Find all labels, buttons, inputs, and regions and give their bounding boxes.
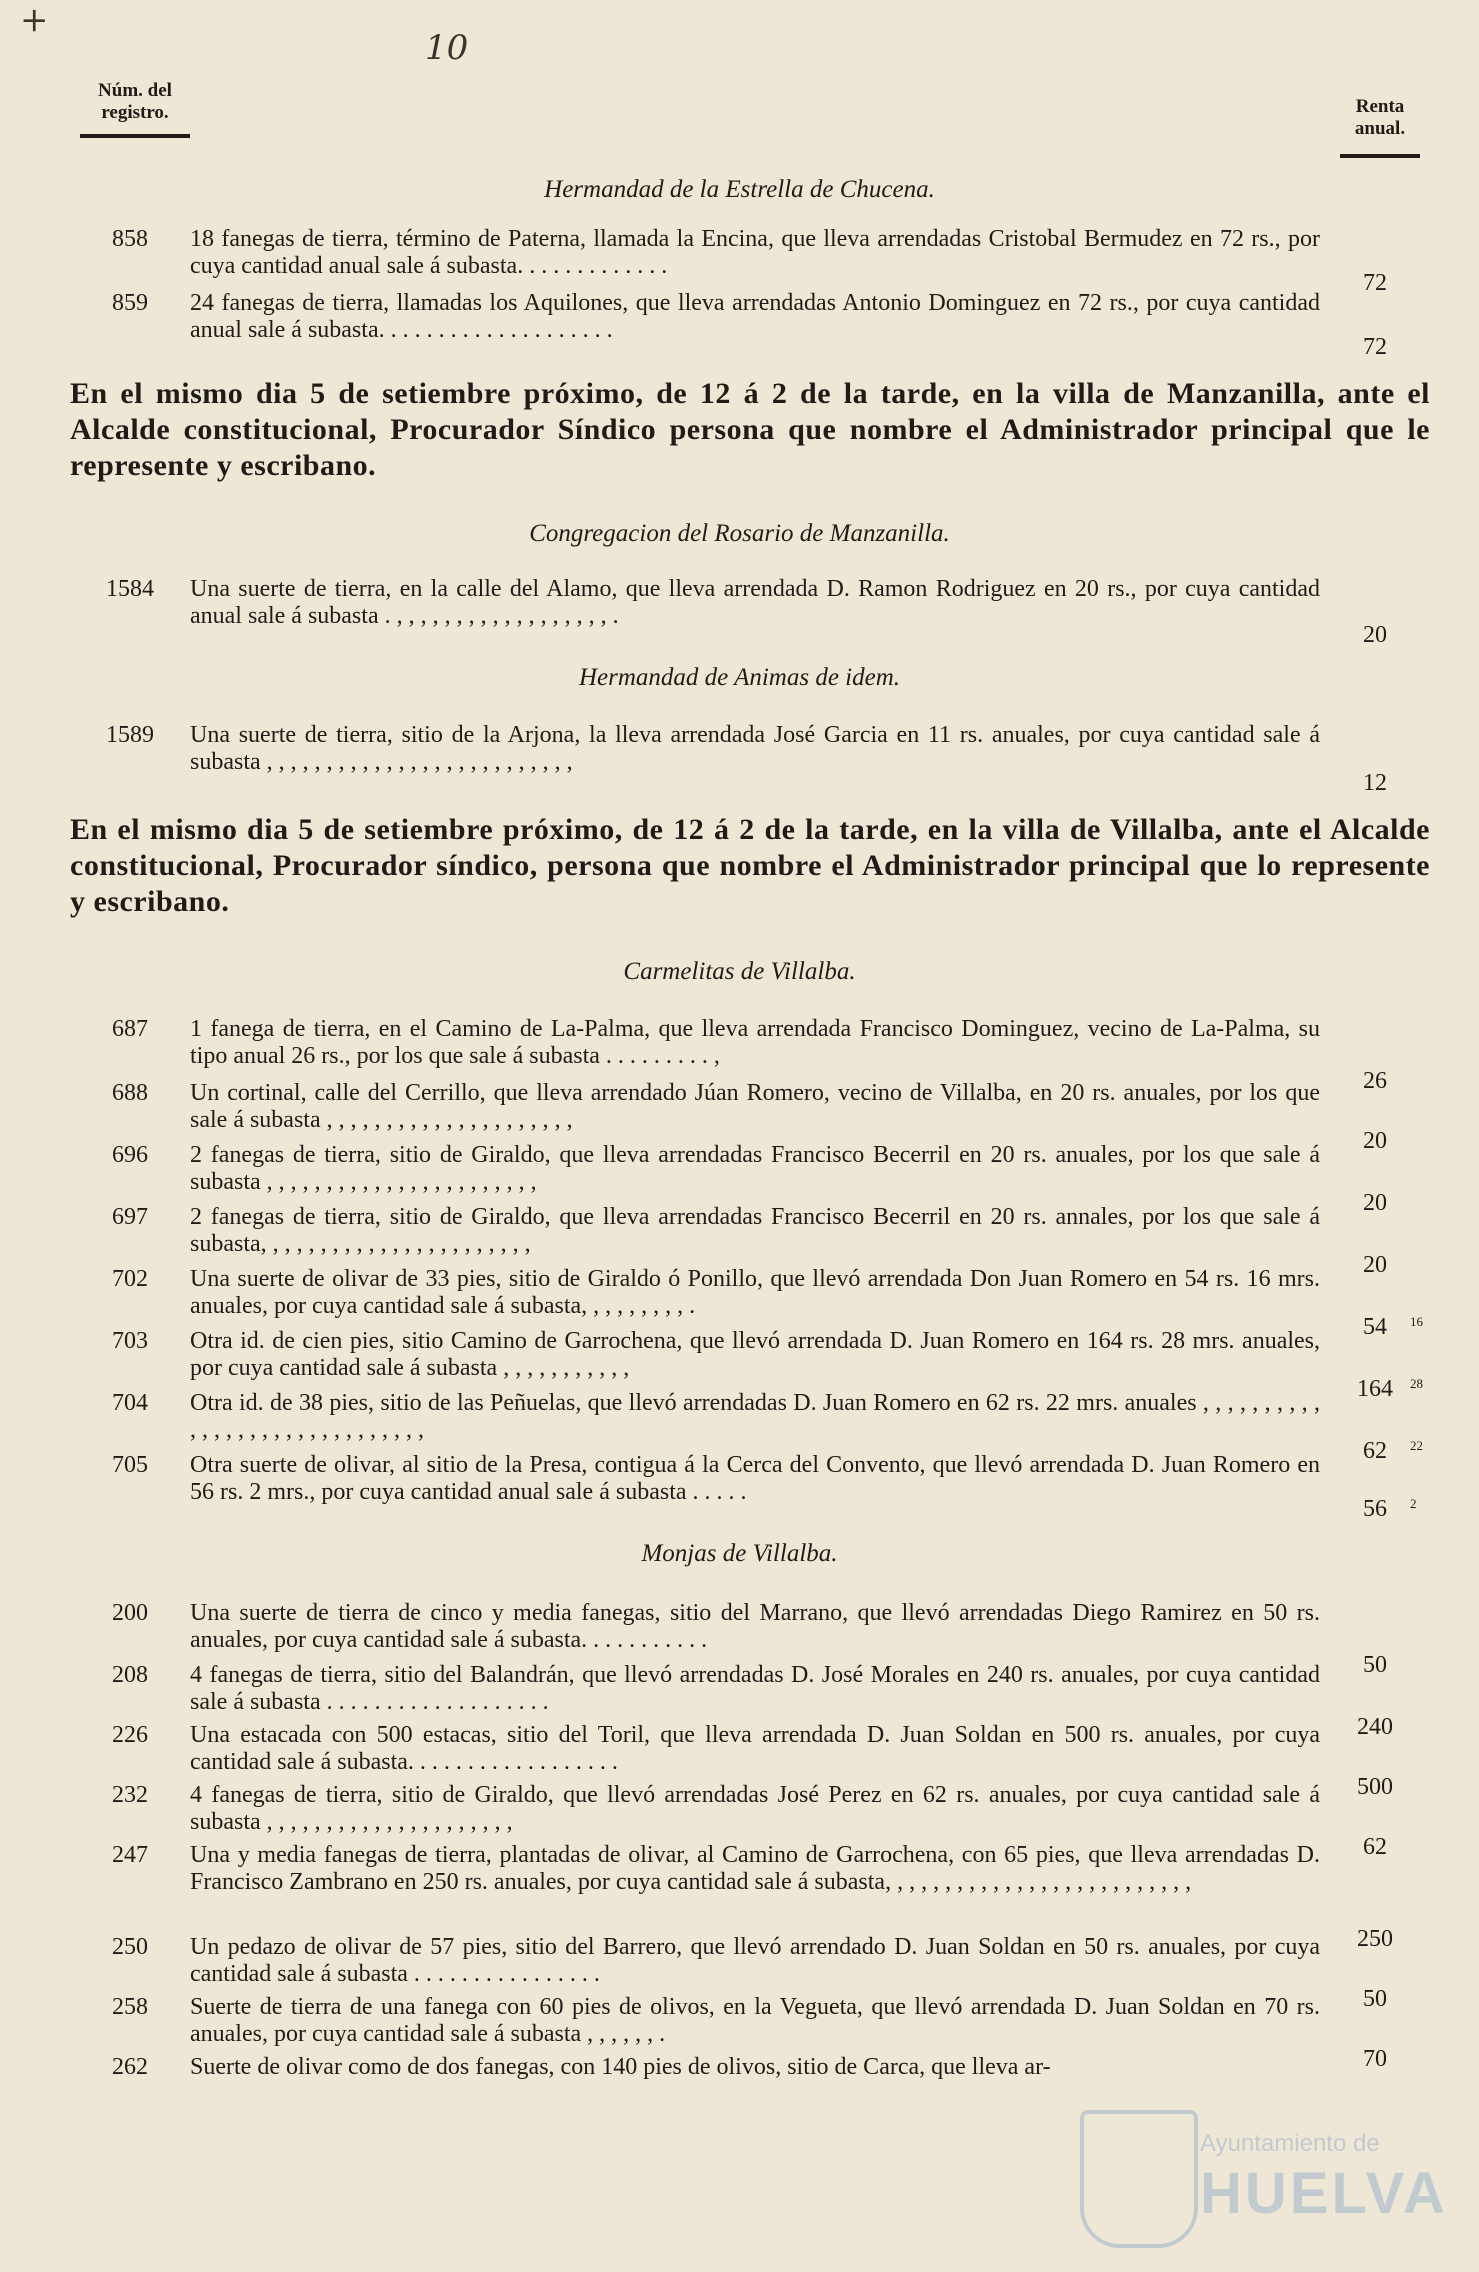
entry-amount-mrs: 28 [1410, 1376, 1423, 1391]
entry-amount: 26 [1363, 1068, 1387, 1094]
entry-amount: 500 [1357, 1774, 1393, 1800]
entry-text: Una suerte de tierra de cinco y media fanegas, sitio del Marrano, que llevó arrendadas Diego Ramirez en 50 rs. anuales, por cuya cantidad sale á subasta. . . . . . . . . . . [190, 1600, 1320, 1653]
entry-text: 4 fanegas de tierra, sitio del Balandrán, que llevó arrendadas D. José Morales en 240 rs. anuales, por cuya cantidad sale á subasta . . . . . . . . . . . . . . . . . . . [190, 1662, 1320, 1715]
announcement-manzanilla: En el mismo dia 5 de setiembre próximo, de 12 á 2 de la tarde, en la villa de Manzanilla, ante el Alcalde constitucional, Procurador Síndico persona que nombre el Administrador principal que le represente y escribano. [70, 377, 1430, 482]
section-title-estrella-chucena: Hermandad de la Estrella de Chucena. [544, 176, 935, 203]
registry-number: 687 [112, 1016, 148, 1042]
coat-of-arms-icon [1080, 2110, 1198, 2248]
page-number: 10 [425, 28, 469, 68]
section-title-monjas: Monjas de Villalba. [641, 1540, 838, 1567]
entry-text: Una suerte de tierra, sitio de la Arjona, la lleva arrendada José Garcia en 11 rs. anuales, por cuya cantidad sale á subasta , , , , , , , , , , , , , , , , , , , , , , , , , , [190, 722, 1320, 775]
registry-number: 688 [112, 1080, 148, 1106]
entry-amount: 20 [1363, 1190, 1387, 1216]
header-renta-line2: anual. [1354, 118, 1406, 139]
header-registro-line1: Núm. del [98, 80, 172, 101]
entry-text: Una y media fanegas de tierra, plantadas de olivar, al Camino de Garrochena, con 65 pies, que lleva arrendadas D. Francisco Zambrano en 250 rs. anuales, por cuya cantidad sale á subasta, , , , , , , , , , , , , , , , , , , , , , , , , , [190, 1842, 1320, 1895]
entry-amount: 50 [1363, 1986, 1387, 2012]
entry-amount: 62 [1363, 1834, 1387, 1860]
registry-number: 697 [112, 1204, 148, 1230]
entry-text: Otra suerte de olivar, al sitio de la Presa, contigua á la Cerca del Convento, que llevó arrendada D. Juan Romero en 56 rs. 2 mrs., por cuya cantidad anual sale á subasta . . . . . [190, 1452, 1320, 1505]
registry-number: 704 [112, 1390, 148, 1416]
registry-number: 858 [112, 226, 148, 252]
entry-amount: 20 [1363, 622, 1387, 648]
entry-amount: 72 [1363, 334, 1387, 360]
entry-amount: 50 [1363, 1652, 1387, 1678]
registry-number: 250 [112, 1934, 148, 1960]
header-registro-rule [80, 134, 190, 138]
entry-text: 2 fanegas de tierra, sitio de Giraldo, que lleva arrendadas Francisco Becerril en 20 rs. anuales, por los que sale á subasta , , , , , , , , , , , , , , , , , , , , , , , [190, 1142, 1320, 1195]
entry-amount: 54 [1363, 1314, 1387, 1340]
registry-number: 262 [112, 2054, 148, 2080]
entry-text: Otra id. de cien pies, sitio Camino de Garrochena, que llevó arrendada D. Juan Romero en 164 rs. 28 mrs. anuales, por cuya cantidad sale á subasta , , , , , , , , , , , [190, 1328, 1320, 1381]
registry-number: 1584 [106, 576, 154, 602]
entry-text: Un cortinal, calle del Cerrillo, que lleva arrendado Júan Romero, vecino de Villalba, en 20 rs. anuales, por los que sale á subasta , , , , , , , , , , , , , , , , , , , , , [190, 1080, 1320, 1133]
registry-number: 859 [112, 290, 148, 316]
registry-number: 258 [112, 1994, 148, 2020]
registry-number: 705 [112, 1452, 148, 1478]
header-renta-rule [1340, 154, 1420, 158]
registry-number: 226 [112, 1722, 148, 1748]
entry-text: Una estacada con 500 estacas, sitio del Toril, que lleva arrendada D. Juan Soldan en 500 rs. anuales, por cuya cantidad sale á subasta. . . . . . . . . . . . . . . . . . [190, 1722, 1320, 1775]
announcement-villalba: En el mismo dia 5 de setiembre próximo, de 12 á 2 de la tarde, en la villa de Villalba, ante el Alcalde constitucional, Procurador síndico, persona que nombre el Administrador principal que lo represente y escribano. [70, 813, 1430, 918]
entry-text: 2 fanegas de tierra, sitio de Giraldo, que lleva arrendadas Francisco Becerril en 20 rs. annales, por los que sale á subasta, , , , , , , , , , , , , , , , , , , , , , , [190, 1204, 1320, 1257]
entry-amount: 62 [1363, 1438, 1387, 1464]
registry-number: 1589 [106, 722, 154, 748]
entry-amount: 72 [1363, 270, 1387, 296]
corner-mark: + [20, 0, 49, 40]
header-registro [70, 80, 200, 124]
entry-text: Una suerte de tierra, en la calle del Alamo, que lleva arrendada D. Ramon Rodriguez en 20 rs., por cuya cantidad anual sale á subasta . , , , , , , , , , , , , , , , , , , . [190, 576, 1320, 629]
registry-number: 696 [112, 1142, 148, 1168]
entry-text: 18 fanegas de tierra, término de Paterna, llamada la Encina, que lleva arrendadas Cristobal Bermudez en 72 rs., por cuya cantidad anual sale á subasta. . . . . . . . . . . . . [190, 226, 1320, 279]
entry-text: 24 fanegas de tierra, llamadas los Aquilones, que lleva arrendadas Antonio Dominguez en 72 rs., por cuya cantidad anual sale á subasta. . . . . . . . . . . . . . . . . . . . [190, 290, 1320, 343]
header-renta-line1: Renta [1355, 96, 1405, 117]
registry-number: 232 [112, 1782, 148, 1808]
entry-amount: 56 [1363, 1496, 1387, 1522]
section-title-carmelitas: Carmelitas de Villalba. [623, 958, 856, 985]
registry-number: 200 [112, 1600, 148, 1626]
entry-text: Un pedazo de olivar de 57 pies, sitio del Barrero, que llevó arrendado D. Juan Soldan en 50 rs. anuales, por cuya cantidad sale á subasta . . . . . . . . . . . . . . . . [190, 1934, 1320, 1987]
entry-amount: 70 [1363, 2046, 1387, 2072]
section-title-rosario-manzanilla: Congregacion del Rosario de Manzanilla. [529, 520, 950, 547]
registry-number: 208 [112, 1662, 148, 1688]
entry-text: 4 fanegas de tierra, sitio de Giraldo, que llevó arrendadas José Perez en 62 rs. anuales, por cuya cantidad sale á subasta , , , , , , , , , , , , , , , , , , , , , [190, 1782, 1320, 1835]
section-title-animas: Hermandad de Animas de idem. [578, 664, 901, 691]
watermark [1060, 2100, 1448, 2250]
entry-amount: 12 [1363, 770, 1387, 796]
header-renta [1330, 96, 1430, 140]
registry-number: 247 [112, 1842, 148, 1868]
entry-amount: 250 [1357, 1926, 1393, 1952]
entry-amount: 240 [1357, 1714, 1393, 1740]
entry-amount-mrs: 2 [1410, 1496, 1417, 1511]
entry-text: Suerte de tierra de una fanega con 60 pies de olivos, en la Vegueta, que llevó arrendada D. Juan Soldan en 70 rs. anuales, por cuya cantidad sale á subasta , , , , , , . [190, 1994, 1320, 2047]
registry-number: 702 [112, 1266, 148, 1292]
watermark-line2: HUELVA [1200, 2161, 1448, 2226]
entry-amount: 164 [1357, 1376, 1393, 1402]
entry-amount: 20 [1363, 1252, 1387, 1278]
entry-text: Suerte de olivar como de dos fanegas, con 140 pies de olivos, sitio de Carca, que lleva ar- [190, 2054, 1051, 2080]
header-registro-line2: registro. [101, 102, 169, 123]
entry-amount-mrs: 16 [1410, 1314, 1423, 1329]
entry-text: Una suerte de olivar de 33 pies, sitio de Giraldo ó Ponillo, que llevó arrendada Don Juan Romero en 54 rs. 16 mrs. anuales, por cuya cantidad sale á subasta, , , , , , , , , . [190, 1266, 1320, 1319]
entry-text: 1 fanega de tierra, en el Camino de La-Palma, que lleva arrendada Francisco Dominguez, vecino de La-Palma, su tipo anual 26 rs., por los que sale á subasta . . . . . . . . . , [190, 1016, 1320, 1069]
entry-amount: 20 [1363, 1128, 1387, 1154]
entry-text: Otra id. de 38 pies, sitio de las Peñuelas, que llevó arrendadas D. Juan Romero en 62 rs. 22 mrs. anuales , , , , , , , , , , , , , , , , , , , , , , , , , , , , , , [190, 1390, 1320, 1443]
watermark-line1: Ayuntamiento de [1200, 2130, 1380, 2157]
registry-number: 703 [112, 1328, 148, 1354]
entry-amount-mrs: 22 [1410, 1438, 1423, 1453]
